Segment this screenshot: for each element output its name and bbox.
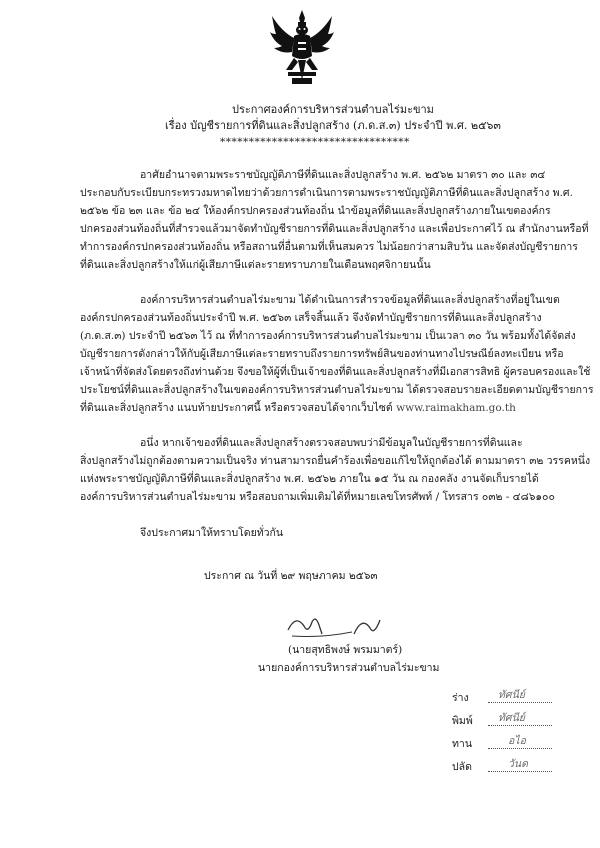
control-initial: อไอ xyxy=(508,735,526,747)
garuda-emblem-icon xyxy=(268,8,336,88)
separator-stars: ********************************* xyxy=(220,136,410,148)
announcement-title: ประกาศองค์การบริหารส่วนตำบลไร่มะขาม xyxy=(232,103,434,116)
paragraph-line: องค์การบริหารส่วนตำบลไร่มะขาม หรือสอบถามเพิ่มเติมได้ที่หมายเลขโทรศัพท์ / โทรสาร ๐๓๒ - ๔๘๖๑๐๐ xyxy=(80,491,555,503)
paragraph-line: บัญชีรายการดังกล่าวให้กับผู้เสียภาษีแต่ละรายทราบถึงรายการทรัพย์สินของท่านทางไปรษณีย์ลงทะเบียน หรือ xyxy=(80,348,564,360)
signature-scribble xyxy=(282,608,402,648)
control-initial: ทัศนีย์ xyxy=(498,712,525,724)
paragraph-line: องค์การบริหารส่วนตำบลไร่มะขาม ได้ดำเนินการสำรวจข้อมูลที่ดินและสิ่งปลูกสร้างที่อยู่ในเขต xyxy=(140,294,560,306)
closing-statement: จึงประกาศมาให้ทราบโดยทั่วกัน xyxy=(140,527,284,539)
control-label: ร่าง xyxy=(452,692,469,704)
paragraph-line: (ภ.ด.ส.๓) ประจำปี ๒๕๖๓ ไว้ ณ ที่ทำการองค์การบริหารส่วนตำบลไร่มะขาม เป็นเวลา ๓๐ วัน พร้อมทั้งได้จัดส่ง xyxy=(80,330,576,342)
control-label: ปลัด xyxy=(452,761,472,773)
paragraph-line: ปกครองส่วนท้องถิ่นที่สำรวจแล้วมาจัดทำบัญชีรายการที่ดินและสิ่งปลูกสร้าง และเพื่อประกาศไว้ ณ สำนักงานหรือที่ xyxy=(80,223,589,235)
paragraph-line: อนึ่ง หากเจ้าของที่ดินและสิ่งปลูกสร้างตรวจสอบพบว่ามีข้อมูลในบัญชีรายการที่ดินและ xyxy=(140,437,523,449)
paragraph-line: ประโยชน์ที่ดินและสิ่งปลูกสร้างในเขตองค์การบริหารส่วนตำบลไร่มะขาม ได้ตรวจสอบรายละเอียดตามบัญชีรายการ xyxy=(80,384,594,396)
paragraph-line: สิ่งปลูกสร้างไม่ถูกต้องตามความเป็นจริง ท่านสามารถยื่นคำร้องเพื่อขอแก้ไขให้ถูกต้องได้ ตามมาตรา ๓๒ วรรคหนึ่ง xyxy=(80,455,591,467)
signer-name: (นายสุทธิพงษ์ พรมมาตร์) xyxy=(288,644,403,656)
control-initial: วันด xyxy=(508,758,528,770)
announcement-subject: เรื่อง บัญชีรายการที่ดินและสิ่งปลูกสร้าง (ภ.ด.ส.๓) ประจำปี พ.ศ. ๒๕๖๓ xyxy=(165,119,501,132)
paragraph-line: ๒๕๖๒ ข้อ ๒๓ และ ข้อ ๒๔ ให้องค์กรปกครองส่วนท้องถิ่น นำข้อมูลที่ดินและสิ่งปลูกสร้างภายในเขตองค์กร xyxy=(80,205,551,217)
control-label: ทาน xyxy=(452,738,472,750)
paragraph-line: องค์กรปกครองส่วนท้องถิ่นประจำปี พ.ศ. ๒๕๖๓ เสร็จสิ้นแล้ว จึงจัดทำบัญชีรายการที่ดินและสิ่งปลูกสร้าง xyxy=(80,312,542,324)
website-link[interactable]: www.raimakham.go.th xyxy=(396,402,516,414)
paragraph-line: ประกอบกับระเบียบกระทรวงมหาดไทยว่าด้วยการดำเนินการตามพระราชบัญญัติภาษีที่ดินและสิ่งปลูกสร้าง พ.ศ. xyxy=(80,187,573,199)
paragraph-line: ทำการองค์กรปกครองส่วนท้องถิ่น หรือสถานที่อื่นตามที่เห็นสมควร ไม่น้อยกว่าสามสิบวัน และจัดส่งบัญชีรายการ xyxy=(80,241,578,253)
control-initial: ทัศนีย์ xyxy=(498,689,525,701)
paragraph-line: ที่ดินและสิ่งปลูกสร้างให้แก่ผู้เสียภาษีแต่ละรายทราบภายในเดือนพฤศจิกายนนั้น xyxy=(80,259,431,271)
paragraph-line: แห่งพระราชบัญญัติภาษีที่ดินและสิ่งปลูกสร้าง พ.ศ. ๒๕๖๒ ภายใน ๑๕ วัน ณ กองคลัง งานจัดเก็บรายได้ xyxy=(80,473,539,485)
paragraph-line: เจ้าหน้าที่จัดส่งโดยตรงถึงท่านด้วย จึงขอให้ผู้ที่เป็นเจ้าของที่ดินและสิ่งปลูกสร้างที่มีเอกสารสิทธิ ผู้ครอบครองและใช้ xyxy=(80,366,591,378)
paragraph-line xyxy=(80,401,516,415)
signer-title: นายกองค์การบริหารส่วนตำบลไร่มะขาม xyxy=(258,662,440,674)
announcement-date: ประกาศ ณ วันที่ ๒๙ พฤษภาคม ๒๕๖๓ xyxy=(204,570,378,582)
control-label: พิมพ์ xyxy=(452,715,473,727)
paragraph-line: อาศัยอำนาจตามพระราชบัญญัติภาษีที่ดินและสิ่งปลูกสร้าง พ.ศ. ๒๕๖๒ มาตรา ๓๐ และ ๓๔ xyxy=(140,169,546,181)
paragraph-line-text: ที่ดินและสิ่งปลูกสร้าง แนบท้ายประกาศนี้ หรือตรวจสอบได้จากเว็บไซต์ xyxy=(80,402,397,414)
